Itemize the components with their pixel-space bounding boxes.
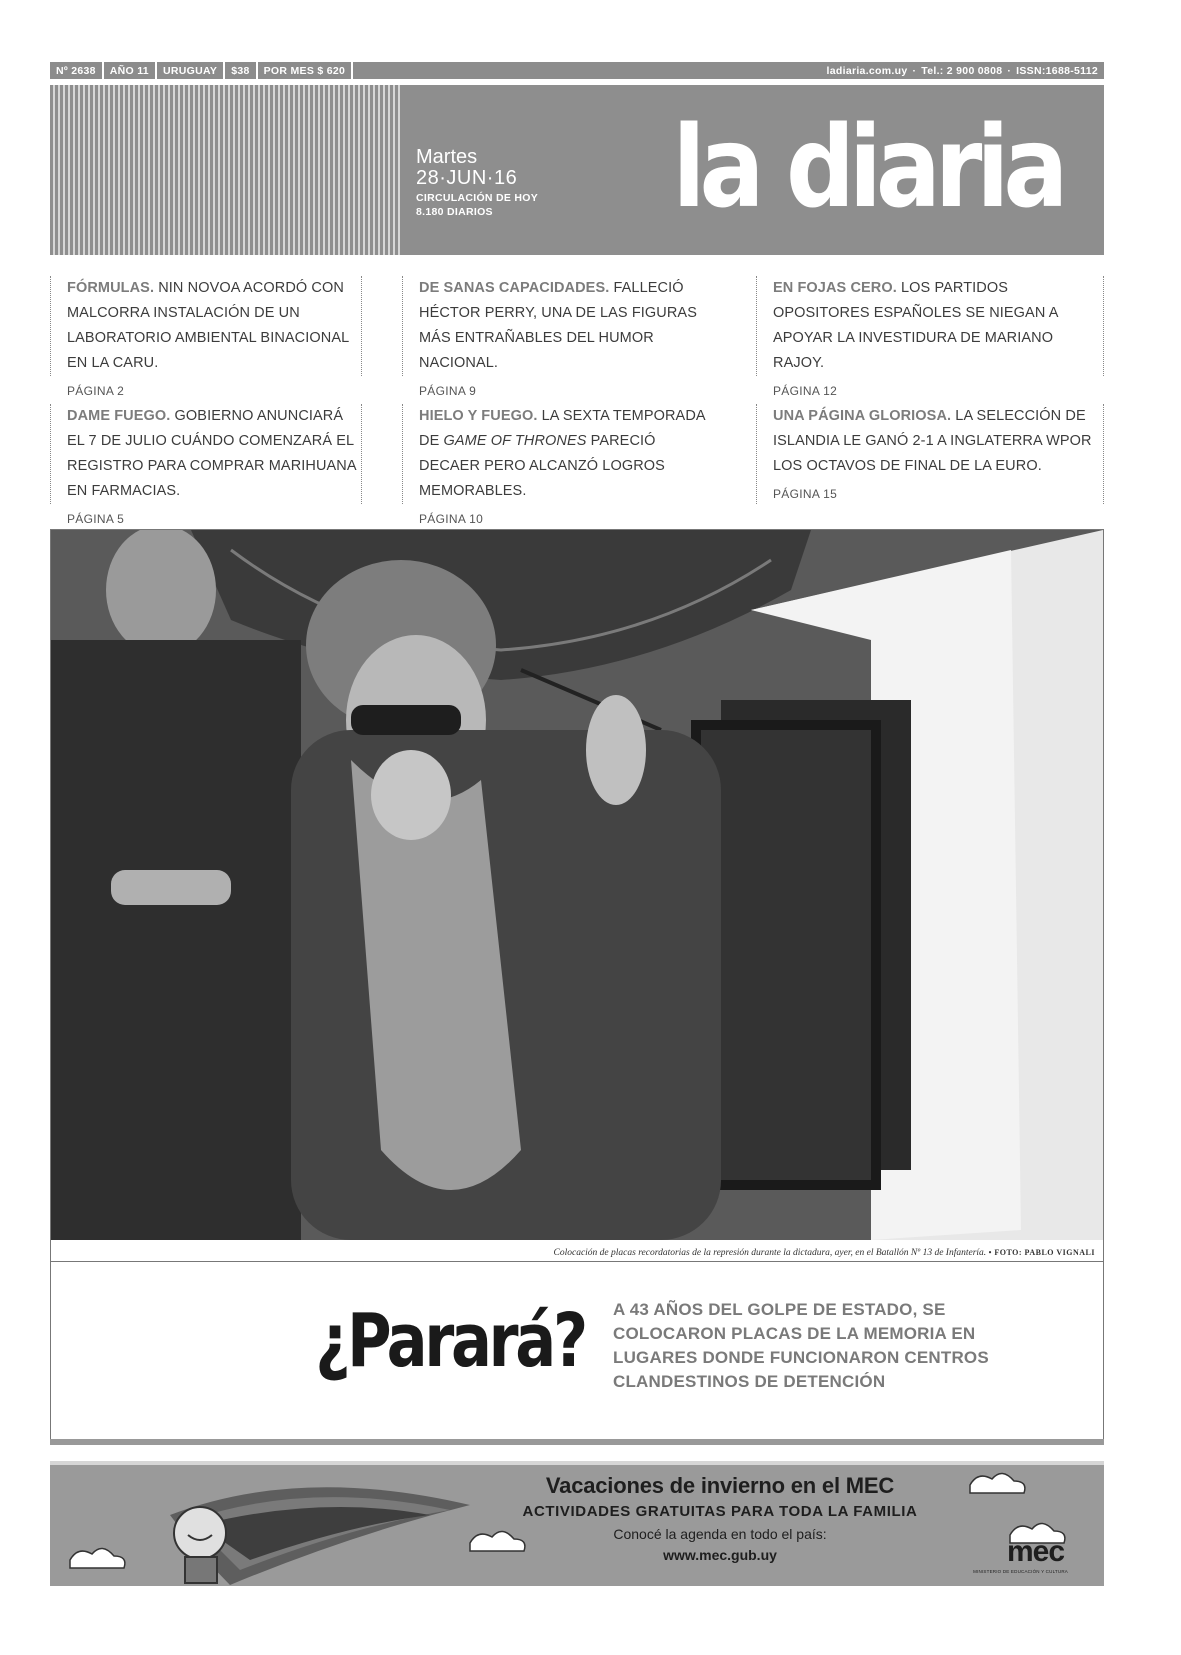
- issue-number: Nº 2638: [50, 62, 104, 79]
- website-link[interactable]: ladiaria.com.uy: [826, 64, 908, 77]
- teaser-page: PÁGINA 15: [773, 487, 838, 501]
- price-label: $38: [225, 62, 257, 79]
- circulation-value: 8.180 DIARIOS: [416, 206, 493, 218]
- teaser-body: LA SELECCIÓN DE ISLANDIA LE GANÓ 2-1 A INGLATERRA WPOR LOS OCTAVOS DE FINAL DE LA EURO.: [773, 408, 1092, 474]
- teaser-text: [67, 404, 361, 504]
- teaser-kicker: HIELO Y FUEGO.: [419, 408, 538, 424]
- teaser-page: PÁGINA 12: [773, 384, 838, 398]
- ad-subtitle: ACTIVIDADES GRATUITAS PARA TODA LA FAMILIA: [522, 1503, 918, 1520]
- main-photo[interactable]: [50, 529, 1104, 1262]
- ad-title: Vacaciones de invierno en el MEC: [545, 1473, 895, 1498]
- ad-agenda-text: Conocé la agenda en todo el país:: [613, 1526, 827, 1542]
- teaser-text: [419, 276, 714, 376]
- monthly-price-label: POR MES $ 620: [258, 62, 354, 79]
- teaser-page: PÁGINA 2: [67, 384, 125, 398]
- teaser-kicker: FÓRMULAS.: [67, 280, 155, 296]
- teaser-sanas-capacidades[interactable]: [402, 276, 714, 398]
- teaser-body: NIN NOVOA ACORDÓ CON MALCORRA INSTALACIÓN DE UN LABORATORIO AMBIENTAL BINACIONAL EN LA CARU.: [67, 280, 349, 371]
- newspaper-logo: la diaria: [672, 103, 1062, 233]
- phone-label: Tel.: 2 900 0808: [921, 64, 1003, 77]
- teaser-kicker: DE SANAS CAPACIDADES.: [419, 280, 610, 296]
- lead-subhead: A 43 AÑOS DEL GOLPE DE ESTADO, SE COLOCARON PLACAS DE LA MEMORIA EN LUGARES DONDE FUNCIONARON CENTROS CLANDESTINOS DE DETENCIÓN: [613, 1300, 989, 1391]
- teaser-fojas-cero[interactable]: [756, 276, 1104, 398]
- photo-illustration: [51, 530, 1103, 1240]
- teaser-body: GOBIERNO ANUNCIARÁ EL 7 DE JULIO CUÁNDO COMENZARÁ EL REGISTRO PARA COMPRAR MARIHUANA EN FARMACIAS.: [67, 408, 356, 499]
- teaser-text: [419, 404, 714, 504]
- mec-logo: mec: [1006, 1535, 1064, 1568]
- teaser-pagina-gloriosa[interactable]: [756, 404, 1104, 504]
- teaser-kicker: EN FOJAS CERO.: [773, 280, 897, 296]
- teaser-text: [67, 276, 361, 376]
- teaser-body: PARECIÓ DECAER PERO ALCANZÓ LOGROS MEMORABLES.: [419, 433, 665, 499]
- teaser-formulas[interactable]: [50, 276, 362, 398]
- year-label: AÑO 11: [104, 62, 157, 79]
- teaser-title-em: GAME OF THRONES: [443, 433, 587, 449]
- ad-url-link[interactable]: www.mec.gub.uy: [663, 1547, 777, 1563]
- separator-dot: ·: [912, 64, 917, 77]
- separator-dot: ·: [1007, 64, 1012, 77]
- teaser-dame-fuego[interactable]: [50, 404, 362, 526]
- issue-date: 28·JUN·16: [416, 167, 518, 189]
- teaser-page: PÁGINA 5: [67, 512, 125, 526]
- teaser-kicker: DAME FUEGO.: [67, 408, 171, 424]
- caption-text: Colocación de placas recordatorias de la represión durante la dictadura, ayer, en el Batallón Nº 13 de Infantería.: [553, 1248, 987, 1258]
- lead-headline: ¿Parará?: [315, 1298, 585, 1384]
- contact-info: [827, 65, 1104, 77]
- teaser-text: [773, 404, 1103, 479]
- masthead-stripes: [50, 85, 400, 255]
- lead-bottom-rule: [50, 1439, 1104, 1445]
- photo-caption: [554, 1248, 1096, 1258]
- teaser-hielo-y-fuego[interactable]: [402, 404, 714, 526]
- top-info-bar: [50, 62, 1104, 79]
- masthead: [50, 85, 1104, 255]
- weekday: Martes: [416, 146, 478, 168]
- date-block: [416, 147, 538, 219]
- lead-story[interactable]: [50, 1262, 1104, 1440]
- mec-advertisement[interactable]: [50, 1461, 1104, 1586]
- teaser-body: LA SEXTA TEMPORADA DE: [419, 408, 705, 449]
- teaser-body: LOS PARTIDOS OPOSITORES ESPAÑOLES SE NIEGAN A APOYAR LA INVESTIDURA DE MARIANO RAJOY.: [773, 280, 1058, 371]
- teaser-page: PÁGINA 9: [419, 384, 477, 398]
- teaser-text: [773, 276, 1103, 376]
- photo-credit: • FOTO: PABLO VIGNALI: [988, 1248, 1095, 1257]
- teaser-kicker: UNA PÁGINA GLORIOSA.: [773, 408, 952, 424]
- mec-logo-subtitle: MINISTERIO DE EDUCACIÓN Y CULTURA: [973, 1569, 1068, 1574]
- teaser-body: FALLECIÓ HÉCTOR PERRY, UNA DE LAS FIGURAS MÁS ENTRAÑABLES DEL HUMOR NACIONAL.: [419, 280, 697, 371]
- circulation-label: CIRCULACIÓN DE HOY: [416, 192, 539, 204]
- teaser-page: PÁGINA 10: [419, 512, 484, 526]
- country-label: URUGUAY: [157, 62, 225, 79]
- issn-label: ISSN:1688-5112: [1016, 64, 1098, 77]
